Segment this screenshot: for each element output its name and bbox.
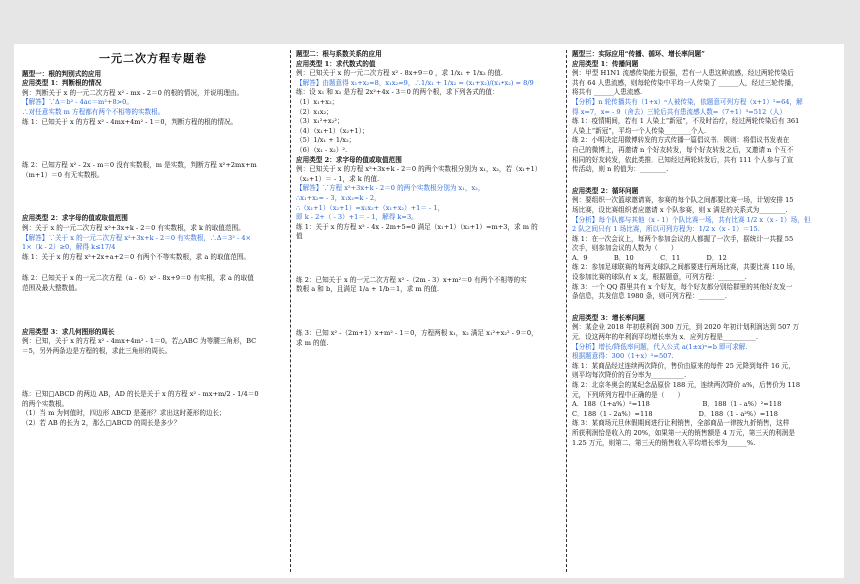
text-line: （x₂+1）＝ - 1，求 k 的值. [296, 174, 380, 183]
text-line: 设参加比赛的球队有 x 支，根据题意，可列方程：________. [572, 273, 747, 282]
text-line [22, 294, 284, 328]
text-line: 例：某企业 2018 年初获利润 300 万元，到 2020 年初计划利润达到 507 万 [572, 323, 800, 332]
text-line: 练 3：一个 QQ 群里共有 x 个好友，每个好友都分别给群里的其他好友发一 [572, 282, 793, 291]
solution-text: ∴对任意实数 m 方程都有两个不相等的实数根。 [22, 107, 165, 116]
text-line: （2）x₁x₂； [296, 107, 333, 116]
section-heading: 应用类型 2：求字母的值或取值范围 [22, 214, 128, 223]
text-line: （4）（x₁+1）（x₂+1）； [296, 126, 369, 135]
text-line: （3）x₁²+x₂²； [296, 117, 344, 126]
text-line: 的两个实数根。 [22, 399, 69, 408]
text-line: 人染上“新冠”，平均一个人传染________个人. [572, 126, 707, 135]
solution-text: 2 队之间只有 1 场比赛，所以可列方程为：1/2 x（x - 1）＝15. [572, 225, 760, 234]
document-page [14, 44, 844, 578]
text-line: 练 1：某商品经过连续两次降价，售价由原来的每件 25 元降到每件 16 元， [572, 361, 795, 370]
section-heading: 应用类型 2：求字母的值或取值范围 [296, 155, 402, 164]
text-line: 传活动，则 n 的值为：________. [572, 165, 669, 174]
text-line: 例：已知关于 x 的一元二次方程 x² - 8x+9＝0 ，求 1/x₁ + 1/x₂ 的值. [296, 69, 503, 78]
text-line: 练：设 x₁ 和 x₂ 是方程 2x²+4x - 3＝0 的两个根，求下列各式的值： [296, 88, 499, 97]
text-line [22, 356, 284, 390]
section-heading: 应用类型 1：求代数式的值 [296, 59, 376, 68]
solution-text: 1×（k - 2）≥0，解得 k≤17/4 [22, 243, 116, 252]
solution-text: 得 x=7，x= - 9（舍去）三轮后共有患流感人数=（7+1）³=512（人） [572, 107, 787, 116]
text-line: （5）1/x₁ + 1/x₂； [296, 136, 356, 145]
solution-text: 【解答】∵Δ＝b² - 4ac＝m²+8>0。 [22, 98, 133, 107]
solution-text: 【分析】n 轮传播共有（1+x）ⁿ人被传染，依题意可列方程（x+1）²=64，解 [572, 97, 803, 106]
text-line: 练 2：北京冬奥会的某纪念品原价 188 元，连续两次降价 a%，后售价为 118 [572, 381, 801, 389]
column-divider [290, 50, 291, 572]
text-line: 例：要组织一次篮球邀请赛，参赛的每个队之间都要比赛一场，计划安排 15 [572, 196, 794, 205]
text-line: 数根 a 和 b，且满足 1/a + 1/b＝1，求 m 的值. [296, 285, 440, 294]
text-line: 例：关于 x 的一元二次方程 x²+3x+k - 2＝0 有实数根，求 k 的取值范围。 [22, 223, 245, 232]
text-line: 共有 64 人患流感，则每轮传染中平均一人传染了 ______人，经过三轮传播， [572, 78, 798, 87]
text-line: 场比赛，设比赛组织者应邀请 x 个队参赛，则 x 满足的关系式为________. [572, 205, 788, 214]
text-line: （1）x₁+x₂； [296, 97, 339, 106]
text-line: A．188（1+a%）²=118 B．188（1 - a%）²=118 [572, 400, 782, 409]
section-heading: 应用类型 3：求几何图形的周长 [22, 327, 115, 336]
text-line: 练 2：已知方程 x² - 2x - m＝0 没有实数根，m 是实数，判断方程 x²+2mx+m [22, 161, 257, 170]
text-line: 条信息，共发信息 1980 条，则可列方程：________. [572, 292, 727, 301]
solution-text: 根据题意得：300（1+x）²=507. [572, 352, 674, 361]
solution-text: 【分析】增长/降低率问题，代入公式 a(1±x)ⁿ=b 即可求解. [572, 342, 748, 351]
column-3 [572, 50, 838, 448]
text-line: 元．设这两年的年利润平均增长率为 x．应列方程是__________. [572, 333, 758, 342]
text-line: 将共有 ______人患流感. [572, 88, 643, 97]
text-line: ＝5，另外两条边是方程的根，求此三角形的周长。 [22, 346, 172, 355]
text-line [22, 180, 284, 214]
text-line: A．9 B．10 C．11 D．12 [572, 253, 727, 262]
solution-text: 【解答】由题意得 x₁+x₂=8，x₁x₂=9，∴1/x₁ + 1/x₂ = (x₁+x₂)/(x₁•x₂) = 8/9 [296, 78, 534, 87]
text-line [296, 295, 560, 329]
text-line: 元，下列所列方程中正确的是（ ） [572, 390, 685, 399]
solution-text: 即 k - 2+（ - 3）+1＝ - 1，解得 k=3。 [296, 213, 418, 222]
solution-text: 【解答】∵方程 x²+3x+k - 2＝0 的两个实数根分别为 x₁，x₂， [296, 184, 485, 193]
solution-text: ∴（x₁+1）（x₂+1）=x₁x₂+（x₁+x₂）+1＝ - 1， [296, 203, 445, 212]
text-line: 练 1：关于 x 的方程 x² - 4x - 2m+5=0 满足（x₁+1）（x₂+1）=m+3，求 m 的 [296, 222, 538, 231]
text-line: 相同的好友转发，依此类推．已知经过两轮转发后，共有 111 个人参与了宣 [572, 155, 794, 164]
solution-text: 【分析】每个队都与其他（x - 1）个队比赛一场，共有比赛 1/2 x（x - 1）场，但 [572, 215, 811, 224]
column-divider [566, 50, 567, 572]
text-line [296, 242, 560, 276]
solution-text: 【解答】∵关于 x 的一元二次方程 x²+3x+k - 2＝0 有实数根，∴Δ＝3² - 4× [22, 233, 252, 242]
text-line: 则平均每次降价的百分率为__________. [572, 371, 687, 380]
text-line: （1）当 m 为何值时，四边形 ABCD 是菱形？求出这时菱形的边长； [22, 409, 226, 418]
text-line: 范围及最大整数值。 [22, 283, 82, 292]
text-line: 练 2：参加足球联赛的每两支球队之间都要进行两场比赛，共要比赛 110 场， [572, 263, 800, 272]
text-line: 例：甲型 H1N1 流感传染能力很强，若有一人患这种流感，经过两轮传染后 [572, 69, 794, 78]
text-line: 例：判断关于 x 的一元二次方程 x² - mx - 2＝0 的根的情况，并说明理由。 [22, 88, 244, 97]
text-line: 值 [296, 232, 303, 241]
page-title: 一元二次方程专题卷 [99, 52, 207, 65]
text-line: 1.25 万元，则第二、第三天的销售收入平均增长率为______%. [572, 438, 756, 447]
column-1 [22, 50, 284, 429]
text-line: 次手，则参加会议的人数为（ ） [572, 244, 678, 253]
text-line: 例：已知关于 x 的方程 x²+3x+k - 2＝0 的两个实数根分别为 x₁，x₂，若（x₁+1） [296, 165, 542, 174]
section-heading: 题型一：根的判别式的应用 [22, 69, 102, 78]
text-line: 练 3：某商场元旦休假期间进行让利销售，全部商品一律按九折销售，这样 [572, 419, 790, 428]
text-line: 自己的微博上，再邀请 n 个好友转发，每个好友转发之后，又邀请 n 个互不 [572, 145, 794, 154]
column-2 [296, 50, 560, 348]
text-line: 练 2：已知关于 x 的一元二次方程 x² -（2m - 3）x+m²＝0 有两个不相等的实 [296, 275, 527, 284]
text-line: C．188（1 - 2a%）=118 D．188（1 - a²%）=118 [572, 409, 778, 418]
text-line [572, 302, 838, 314]
text-line: 练 1：疫情期间，若有 1 人染上“新冠”，不及时治疗，经过两轮传染后有 361 [572, 117, 800, 126]
text-line [22, 262, 284, 274]
section-heading: 题型三：实际应用“传播、循环、增长率问题” [572, 50, 705, 58]
text-line: 求 m 的值. [296, 338, 329, 347]
text-line: 练：已知□ABCD 的两边 AB，AD 的长是关于 x 的方程 x² - mx+m/2 - 1/4＝0 [22, 390, 259, 399]
text-line: 练 1：关于 x 的方程 x²+2x+a+2＝0 有两个不等实数根，求 a 的取值范围。 [22, 252, 250, 261]
section-heading: 应用类型 1：判断根的情况 [22, 79, 102, 88]
text-line: 练 1：已知关于 x 的方程 x² - 4mx+4m² - 1＝0，判断方程的根的情况。 [22, 117, 238, 126]
text-line: 练 3：已知 x² -（2m+1）x+m² - 1＝0，方程两根 x₁，x₂ 满足 x₁²+x₂² - 9＝0， [296, 329, 538, 338]
section-heading: 题型二：根与系数关系的应用 [296, 50, 382, 58]
text-line: 例：已知，关于 x 的方程 x² - 4mx+4m² - 1＝0。若△ABC 为等腰三角形，BC [22, 337, 257, 346]
text-line: 练 2：已知关于 x 的一元二次方程（a - 6）x² - 8x+9＝0 有实根，求 a 的取值 [22, 274, 254, 283]
text-line: （2）若 AB 的长为 2，那么□ABCD 的周长是多少？ [22, 419, 181, 428]
text-line [22, 127, 284, 161]
text-line: 练 1：在一次会议上，每两个参加会议的人都握了一次手，据统计一共握 55 [572, 234, 794, 243]
section-heading: 应用类型 3：增长率问题 [572, 313, 645, 322]
section-heading: 应用类型 1：传播问题 [572, 59, 639, 68]
text-line [572, 175, 838, 187]
section-heading: 应用类型 2：循环问题 [572, 186, 639, 195]
solution-text: ∴x₁+x₂= - 3，x₁x₂=k - 2， [296, 193, 381, 202]
text-line: 所获利润恰是收入的 20%，如果第一天的销售额是 4 万元，第三天的利润是 [572, 428, 795, 437]
text-line: 练 2：小明决定用微博转发的方式传播一篇倡议书．规则：将倡议书发表在 [572, 136, 790, 145]
text-line: （6）（x₁ - x₂）². [296, 145, 348, 154]
text-line: （m+1）＝0 有无实数根。 [22, 170, 104, 179]
